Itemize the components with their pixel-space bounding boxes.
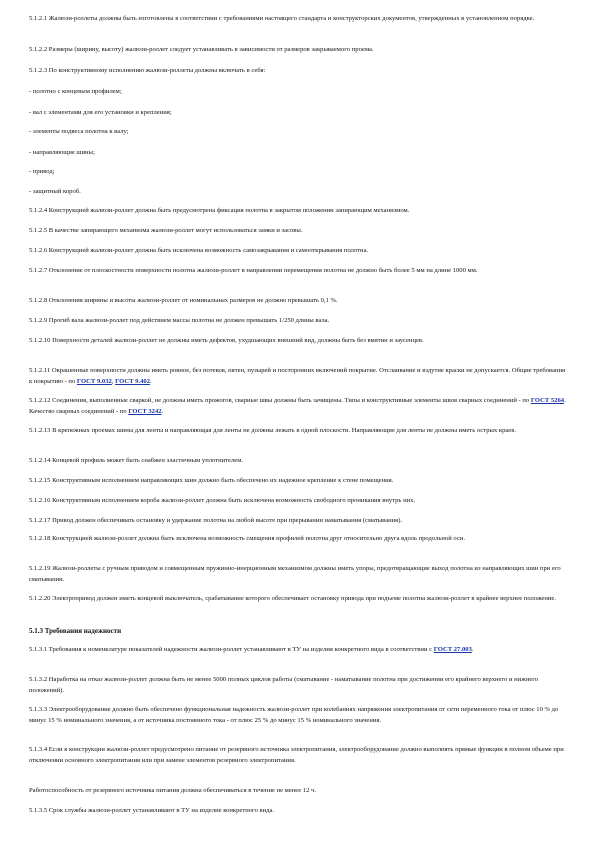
paragraph-reserve-power: Работоспособность от резервного источника питания должна обеспечиваться в течение не менее 12 ч.: [29, 787, 317, 794]
paragraph-5-1-2-14: 5.1.2.14 Концевой профиль может быть снабжен эластичным уплотнителем.: [29, 457, 244, 464]
text-segment: .: [471, 646, 474, 653]
paragraph-5-1-3-1: [29, 645, 569, 656]
paragraph-5-1-3-5: 5.1.3.5 Срок службы жалюзи-роллет устанавливают в ТУ на изделие конкретного вида.: [29, 807, 275, 814]
paragraph-5-1-2-10: 5.1.2.10 Поверхности деталей жалюзи-роллет не должны иметь дефектов, ухудшающих внешний вид, должны быть без вмятин и заусенцев.: [29, 337, 424, 344]
paragraph-5-1-3-3: 5.1.3.3 Электрооборудование должно быть обеспечено функциональная надежность жалюзи-роллет при колебаниях напряжения электропитания от сети переменного тока от плюс 10 % до минус 15 % номинального значения, а от источника постоянного тока - от плюс 25 % до минус 15 % номинального значения.: [29, 706, 559, 724]
paragraph-5-1-2-12: [29, 396, 569, 417]
list-item-val: - вал с элементами для его установки и крепления;: [29, 109, 172, 116]
section-heading-5-1-3: 5.1.3 Требования надежности: [29, 627, 122, 635]
paragraph-5-1-3-2: 5.1.3.2 Наработка на отказ жалюзи-роллет должна быть не менее 5000 полных циклов работы (сматывание - наматывание полотна при достижении его крайнего верхнего и нижнего положений).: [29, 676, 539, 694]
paragraph-5-1-2-19: 5.1.2.19 Жалюзи-роллеты с ручным приводом и совмещенным пружинно-инерционным механизмом должны иметь упоры, предотвращающие выход полотна из направляющих шин при его сматывании.: [29, 565, 561, 583]
gost-3242-link[interactable]: ГОСТ 3242: [128, 407, 162, 415]
text-segment: ,: [111, 377, 116, 385]
text-segment: 5.1.2.11 Окрашенные поверхности должны иметь ровное, без потеков, пятен, пузырей и посторонних включений покрытие. Отслаивание и вздутие краски не допускается. Общие требования к покрытию - по: [29, 367, 566, 385]
text-segment: 5.1.2.12 Соединения, выполненные сваркой, не должны иметь прожогов, сварные швы должны быть зачищены. Типы и конструктивные элементы швов сварных соединений - по: [29, 397, 531, 404]
paragraph-5-1-2-2: 5.1.2.2 Размеры (ширину, высоту) жалюзи-роллет следует устанавливать в зависимости от размеров закрываемого проема.: [29, 46, 374, 53]
paragraph-5-1-2-7: 5.1.2.7 Отклонение от плоскостности поверхности полотна жалюзи-роллет в направлении перемещения полотна не должно быть более 5 мм на длине 1000 мм.: [29, 267, 478, 274]
text-segment: . Качество сварных соединений - по: [29, 397, 566, 415]
paragraph-5-1-2-17: 5.1.2.17 Привод должен обеспечивать остановку и удержание полотна на любой высоте при прерывании наматывания (сматывания).: [29, 517, 403, 524]
paragraph-5-1-2-8: 5.1.2.8 Отклонения ширины и высоты жалюзи-роллет от номинальных размеров не должно превышать 0,1 %.: [29, 297, 338, 304]
paragraph-5-1-2-5: 5.1.2.5 В качестве запирающего механизма жалюзи-роллет могут использоваться замки и засовы.: [29, 227, 303, 234]
gost-9-032-link[interactable]: ГОСТ 9.032: [76, 377, 112, 385]
paragraph-5-1-2-9: 5.1.2.9 Прогиб вала жалюзи-роллет под действием массы полотна не должен превышать 1/250 длины вала.: [29, 317, 330, 324]
paragraph-5-1-2-13: 5.1.2.13 В крепежных проемах шины для ленты и направляющая для ленты не должны лежать в одной плоскости. Направляющие для ленты не должны иметь острых краев.: [29, 427, 516, 434]
text-segment: .: [150, 377, 152, 385]
paragraph-5-1-2-6: 5.1.2.6 Конструкцией жалюзи-роллет должна быть исключена возможность самозакрывания и самооткрывания полотна.: [29, 247, 369, 254]
paragraph-5-1-2-11: [29, 366, 569, 387]
gost-5264-link[interactable]: ГОСТ 5264: [530, 397, 565, 404]
list-item-polotno: - полотно с концевым профилем;: [29, 88, 122, 95]
text-segment: .: [161, 407, 164, 415]
paragraph-5-1-2-15: 5.1.2.15 Конструктивным исполнением направляющих шин должно быть обеспечено их надежное крепление к стене помещения.: [29, 477, 394, 484]
paragraph-5-1-2-3: 5.1.2.3 По конструктивному исполнению жалюзи-роллеты должны включать в себя:: [29, 67, 266, 74]
list-item-elementy: - элементы подвеса полотна к валу;: [29, 128, 129, 135]
list-item-privod: - привод;: [29, 168, 55, 175]
paragraph-5-1-2-4: 5.1.2.4 Конструкцией жалюзи-роллет должна быть предусмотрена фиксация полотна в закрытом положении запирающим механизмом.: [29, 207, 410, 214]
list-item-shiny: - направляющие шины;: [29, 149, 95, 156]
paragraph-5-1-2-20: 5.1.2.20 Электропривод должен иметь концевой выключатель, срабатывание которого обеспечивает остановку привода при подъеме полотна жалюзи-роллет в крайнее верхнее положение.: [29, 595, 556, 602]
gost-9-402-link[interactable]: ГОСТ 9.402: [115, 377, 150, 385]
paragraph-5-1-3-4: 5.1.3.4 Если в конструкции жалюзи-роллет предусмотрено питание от резервного источника электропитания, электрооборудование должно выполнять прямые функции в полном объеме при отключении основного электропитания или при замене элементов резервного электропитания.: [29, 746, 564, 764]
text-segment: 5.1.3.1 Требования к номенклатуре показателей надежности жалюзи-роллет устанавливают в ТУ на изделия конкретного вида в соответствии с: [29, 646, 434, 653]
list-item-korob: - защитный короб.: [29, 188, 81, 195]
gost-27-003-link[interactable]: ГОСТ 27.003: [433, 646, 472, 653]
paragraph-5-1-2-16: 5.1.2.16 Конструктивным исполнением короба жалюзи-роллет должна быть исключена возможность свободного проникания внутрь них.: [29, 497, 416, 504]
paragraph-5-1-2-1: 5.1.2.1 Жалюзи-роллеты должны быть изготовлены в соответствии с требованиями настоящего стандарта и конструкторских документов, утвержденных в установленном порядке.: [29, 15, 535, 22]
paragraph-5-1-2-18: 5.1.2.18 Конструкцией жалюзи-роллет должна быть исключена возможность смещения профилей полотна друг относительно друга вдоль продольной оси.: [29, 535, 465, 542]
